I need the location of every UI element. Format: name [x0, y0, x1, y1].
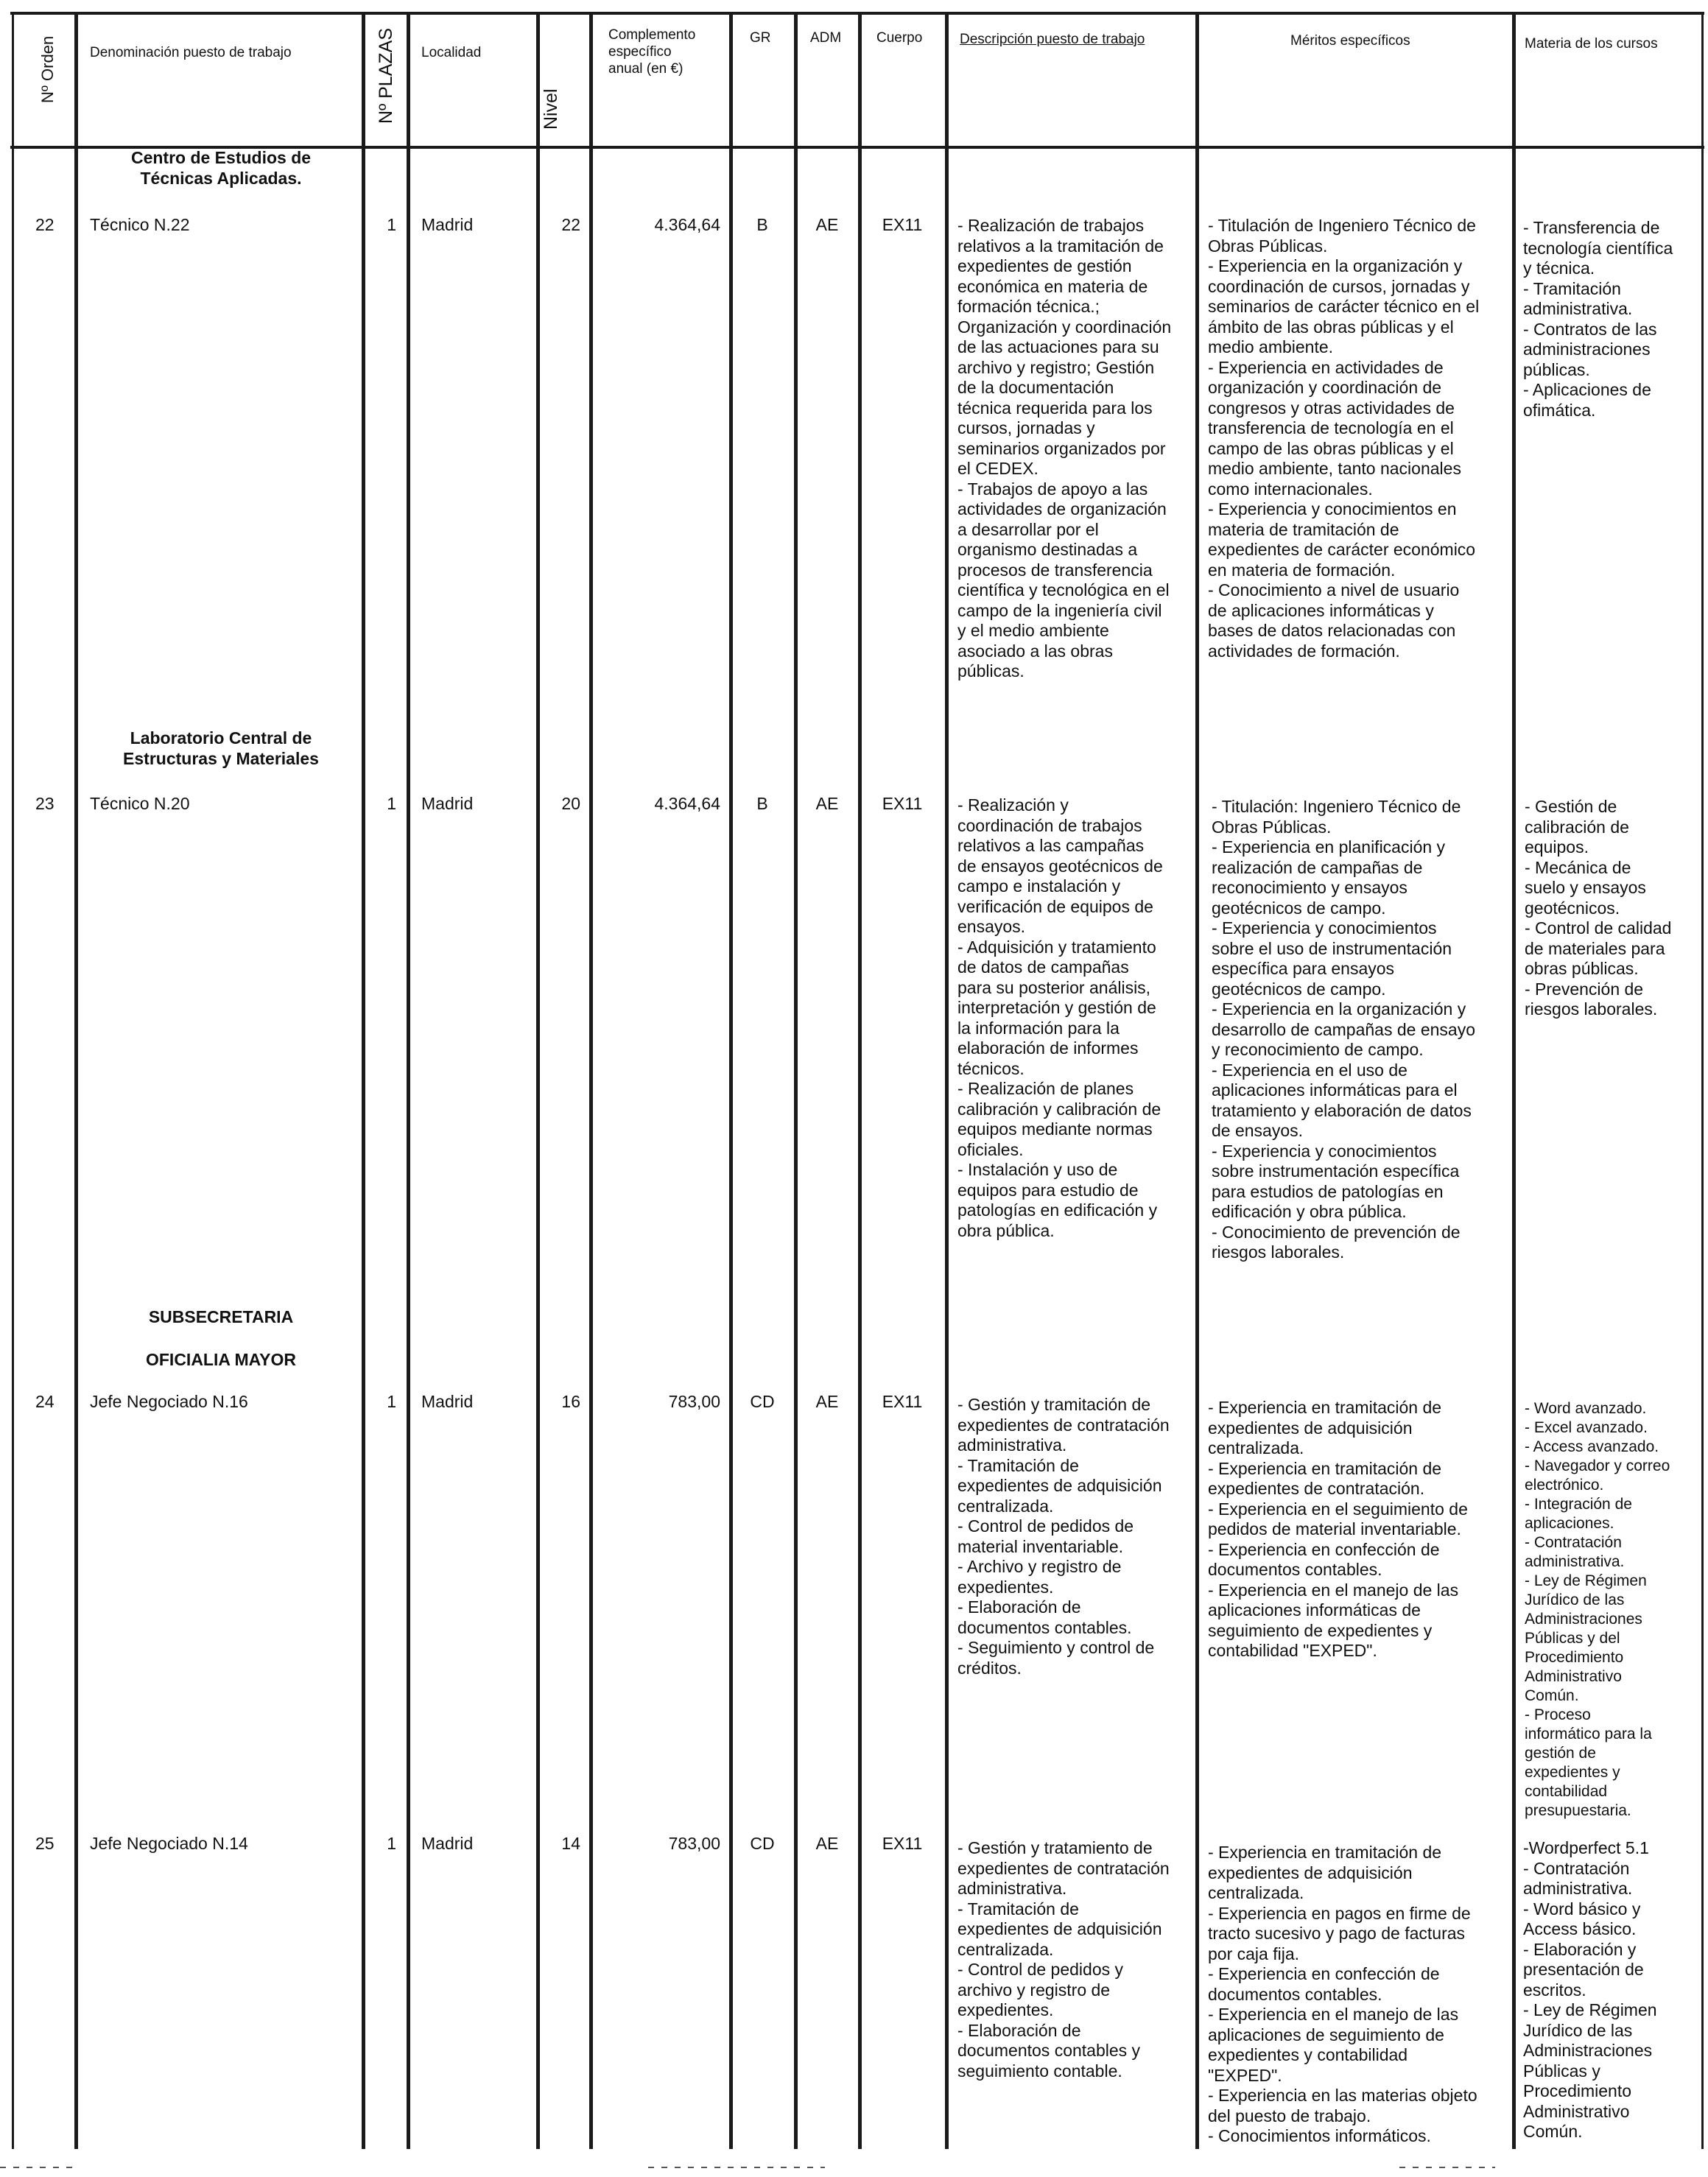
scan-dash-artifact — [648, 2167, 825, 2168]
table-row-materia: - Word avanzado. - Excel avanzado. - Access avanzado. - Navegador y correo electrónico. - Integración de aplicaciones. - Contratación administrativa. - Ley de Régimen Jurídico de las Administraciones Públicas y del Procedimiento Administrativo Común. - Proceso informático para la gestión de expedientes y contabilidad presupuestaria. — [1525, 1400, 1670, 1819]
table-row-adm: AE — [815, 1834, 839, 1853]
header-denominacion: Denominación puesto de trabajo — [90, 45, 292, 60]
table-row-plazas: 1 — [387, 1834, 396, 1853]
table-row-adm: AE — [815, 215, 839, 234]
table-row-plazas: 1 — [387, 1392, 396, 1411]
table-row-materia: -Wordperfect 5.1 - Contratación administrativa. - Word básico y Access básico. - Elaboración y presentación de escritos. - Ley de Régimen Jurídico de las Administraciones Públicas y Procedimiento Administrativo Común. — [1523, 1838, 1657, 2141]
table-row-descripcion: - Realización de trabajos relativos a la tramitación de expedientes de gestión económica en materia de formación técnica.; Organización y coordinación de las actuaciones para su archivo y registro; Gestión de la documentación técnica requerida para los cursos, jornadas y seminarios organizados por el CEDEX. - Trabajos de apoyo a las actividades de organización a desarrollar por el organismo destinadas a procesos de transferencia científica y tecnológica en el campo de la ingeniería civil y el medio ambiente asociado a las obras públicas. — [957, 216, 1172, 680]
column-border — [794, 13, 798, 2149]
header-plazas: Nº PLAZAS — [376, 27, 396, 124]
table-row-complemento: 4.364,64 — [654, 215, 720, 234]
table-row-meritos: - Experiencia en tramitación de expedientes de adquisición centralizada. - Experiencia en tramitación de expedientes de contratación. - Experiencia en el seguimiento de pedidos de material inventariable. - Experiencia en confección de documentos contables. - Experiencia en el manejo de las aplicaciones informáticas de seguimiento de expedientes y contabilidad "EXPED". — [1208, 1398, 1468, 1660]
column-border — [74, 13, 78, 2149]
table-row-descripcion: - Realización y coordinación de trabajos relativos a las campañas de ensayos geotécnicos de campo e instalación y verificación de equipos de ensayos. - Adquisición y tratamiento de datos de campañas para su posterior análisis, interpretación y gestión de la información para la elaboración de informes técnicos. - Realización de planes calibración y calibración de equipos mediante normas oficiales. - Instalación y uso de equipos para estudio de patologías en edificación y obra pública. — [957, 795, 1163, 1240]
table-row-plazas: 1 — [387, 794, 396, 813]
table-row-orden: 24 — [35, 1392, 55, 1411]
table-row-orden: 25 — [35, 1834, 55, 1853]
table-row-localidad: Madrid — [421, 1392, 474, 1411]
column-border — [407, 13, 410, 2149]
section-heading: Centro de Estudios de Técnicas Aplicadas. — [130, 148, 312, 188]
column-border — [858, 13, 862, 2149]
table-row-adm: AE — [815, 794, 839, 813]
table-row-orden: 23 — [35, 794, 55, 813]
table-row-gr: CD — [750, 1392, 775, 1411]
table-row-nivel: 14 — [561, 1834, 580, 1853]
table-row-localidad: Madrid — [421, 794, 474, 813]
table-row-orden: 22 — [35, 215, 55, 234]
header-adm: ADM — [810, 30, 842, 46]
table-row-nivel: 16 — [561, 1392, 580, 1411]
table-row-complemento: 783,00 — [668, 1834, 720, 1853]
table-row-meritos: - Titulación: Ingeniero Técnico de Obras Públicas. - Experiencia en planificación y realización de campañas de reconocimiento y ensayos geotécnicos de campo. - Experiencia y conocimientos sobre el uso de instrumentación específica para ensayos geotécnicos de campo. - Experiencia en la organización y desarrollo de campañas de ensayo y reconocimiento de campo. - Experiencia en el uso de aplicaciones informáticas para el tratamiento y elaboración de datos de ensayos. - Experiencia y conocimientos sobre instrumentación específica para estudios de patologías en edificación y obra pública. - Conocimiento de prevención de riesgos laborales. — [1212, 797, 1476, 1262]
table-row-adm: AE — [815, 1392, 839, 1411]
header-meritos: Méritos específicos — [1290, 33, 1410, 49]
table-row-meritos: - Experiencia en tramitación de expedientes de adquisición centralizada. - Experiencia en pagos en firme de tracto sucesivo y pago de facturas por caja fija. - Experiencia en confección de documentos contables. - Experiencia en el manejo de las aplicaciones de seguimiento de expedientes y contabilidad "EXPED". - Experiencia en las materias objeto del puesto de trabajo. - Conocimientos informáticos. — [1208, 1843, 1477, 2145]
header-localidad: Localidad — [421, 45, 482, 60]
table-row-cuerpo: EX11 — [882, 1392, 923, 1411]
table-row-denominacion: Jefe Negociado N.16 — [90, 1392, 248, 1411]
scan-dash-artifact — [1399, 2167, 1495, 2168]
table-row-cuerpo: EX11 — [882, 794, 923, 813]
table-row-nivel: 22 — [561, 215, 580, 234]
column-border — [362, 13, 365, 2149]
column-border — [1195, 13, 1199, 2149]
table-row-descripcion: - Gestión y tratamiento de expedientes de contratación administrativa. - Tramitación de expedientes de adquisición centralizada. - Control de pedidos y archivo y registro de expedientes. - Elaboración de documentos contables y seguimiento contable. — [957, 1838, 1170, 2081]
table-row-complemento: 783,00 — [668, 1392, 720, 1411]
column-border — [12, 13, 14, 2149]
table-row-gr: B — [756, 794, 768, 813]
section-heading: SUBSECRETARIA — [148, 1307, 294, 1326]
column-border — [536, 13, 540, 2149]
table-row-materia: - Gestión de calibración de equipos. - Mecánica de suelo y ensayos geotécnicos. - Control de calidad de materiales para obras públicas. - Prevención de riesgos laborales. — [1525, 797, 1672, 1019]
table-row-cuerpo: EX11 — [882, 215, 923, 234]
header-gr: GR — [750, 30, 771, 46]
header-materia: Materia de los cursos — [1525, 36, 1658, 52]
column-border — [729, 13, 733, 2149]
table-row-complemento: 4.364,64 — [654, 794, 720, 813]
table-row-meritos: - Titulación de Ingeniero Técnico de Obras Públicas. - Experiencia en la organización y coordinación de cursos, jornadas y seminarios de carácter técnico en el ámbito de las obras públicas y el medio ambiente. - Experiencia en actividades de organización y coordinación de congresos y otras actividades de transferencia de tecnología en el campo de las obras públicas y el medio ambiente, tanto nacionales como internacionales. - Experiencia y conocimientos en materia de tramitación de expedientes de carácter económico en materia de formación. - Conocimiento a nivel de usuario de aplicaciones informáticas y bases de datos relacionadas con actividades de formación. — [1208, 216, 1480, 661]
section-heading: OFICIALIA MAYOR — [145, 1350, 297, 1369]
section-heading: Laboratorio Central de Estructuras y Materiales — [123, 728, 319, 768]
table-row-gr: B — [756, 215, 768, 234]
header-complemento: Complemento específico anual (en €) — [608, 27, 696, 77]
header-descripcion: Descripción puesto de trabajo — [960, 32, 1145, 47]
column-border — [1512, 13, 1516, 2149]
table-row-plazas: 1 — [387, 215, 396, 234]
table-row-descripcion: - Gestión y tramitación de expedientes de contratación administrativa. - Tramitación de expedientes de adquisición centralizada. - Control de pedidos de material inventariable. - Archivo y registro de expedientes. - Elaboración de documentos contables. - Seguimiento y control de créditos. — [957, 1395, 1170, 1678]
header-orden: Nº Orden — [38, 35, 57, 103]
table-row-denominacion: Técnico N.20 — [90, 794, 190, 813]
table-row-localidad: Madrid — [421, 215, 474, 234]
column-border — [589, 13, 593, 2149]
column-border — [945, 13, 949, 2149]
scan-dash-artifact — [0, 2167, 74, 2168]
header-nivel: Nivel — [541, 88, 561, 130]
table-row-denominacion: Técnico N.22 — [90, 215, 190, 234]
table-row-localidad: Madrid — [421, 1834, 474, 1853]
table-row-cuerpo: EX11 — [882, 1834, 923, 1853]
row-border — [10, 12, 1704, 15]
table-row-gr: CD — [750, 1834, 775, 1853]
table-row-denominacion: Jefe Negociado N.14 — [90, 1834, 248, 1853]
column-border — [1701, 13, 1704, 2149]
header-cuerpo: Cuerpo — [876, 30, 923, 46]
table-row-nivel: 20 — [561, 794, 580, 813]
table-row-materia: - Transferencia de tecnología científica y técnica. - Tramitación administrativa. - Contratos de las administraciones públicas. - Aplicaciones de ofimática. — [1523, 218, 1673, 420]
